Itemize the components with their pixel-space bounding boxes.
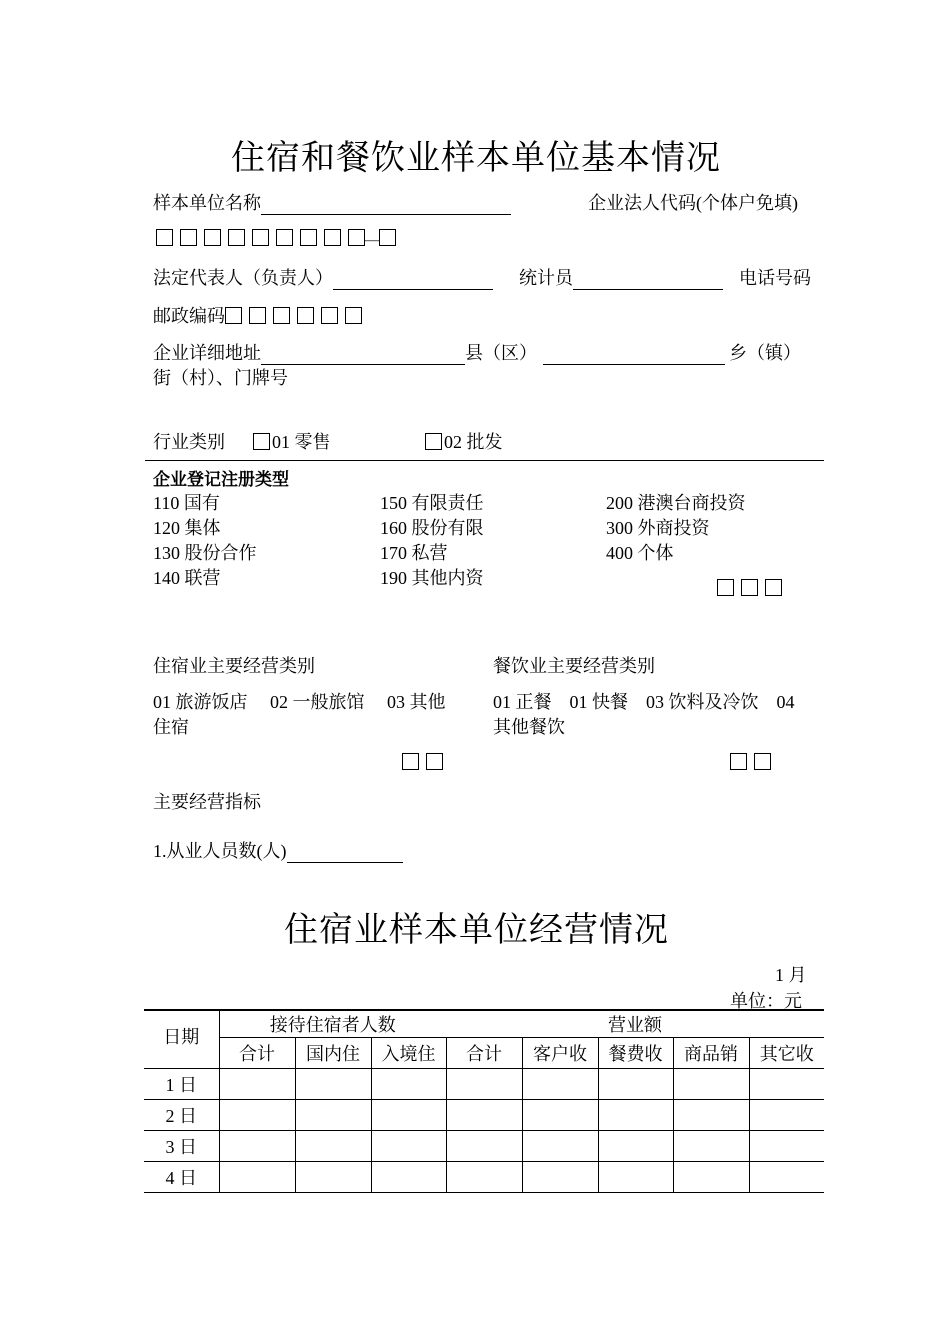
indicators-title: 主要经营指标 — [153, 792, 261, 812]
table-cell[interactable] — [295, 1162, 371, 1193]
subheader-cell: 国内住 — [295, 1038, 371, 1069]
reg-type-item: 130 股份合作 — [153, 543, 257, 563]
unit-name-row — [153, 189, 511, 215]
unit-label: 单位：元 — [730, 991, 802, 1011]
town-label: 乡（镇） — [729, 343, 801, 363]
industry-opt-label: 02 批发 — [444, 432, 503, 452]
table-cell[interactable] — [371, 1069, 446, 1100]
reg-type-item: 300 外商投资 — [606, 518, 710, 538]
table-cell[interactable] — [219, 1131, 295, 1162]
industry-opt-wholesale[interactable] — [425, 428, 503, 454]
row-date: 3 日 — [144, 1131, 219, 1162]
legal-rep-row — [153, 264, 493, 290]
table-cell[interactable] — [371, 1131, 446, 1162]
unit-name-field[interactable] — [261, 196, 511, 215]
reg-box[interactable] — [741, 579, 758, 596]
subheader-cell: 合计 — [446, 1038, 522, 1069]
code-dash: — — [365, 233, 379, 248]
lodging-cat-boxes — [402, 752, 450, 773]
postcode-box[interactable] — [249, 307, 266, 324]
legal-rep-label: 法定代表人（负责人） — [153, 268, 333, 288]
code-box[interactable] — [204, 229, 221, 246]
page-title: 住宿和餐饮业样本单位基本情况 — [231, 140, 721, 177]
lodging-box[interactable] — [402, 753, 419, 770]
reg-type-item: 190 其他内资 — [380, 568, 484, 588]
table-cell[interactable] — [446, 1100, 522, 1131]
checkbox[interactable] — [425, 433, 442, 450]
subheader-cell: 合计 — [219, 1038, 295, 1069]
code-box[interactable] — [252, 229, 269, 246]
table-cell[interactable] — [673, 1162, 749, 1193]
header-guests: 接待住宿者人数 — [219, 1010, 446, 1038]
header-date: 日期 — [144, 1010, 219, 1069]
table-cell[interactable] — [598, 1162, 673, 1193]
reg-type-item: 170 私营 — [380, 543, 448, 563]
employees-field[interactable] — [287, 844, 403, 863]
reg-type-title: 企业登记注册类型 — [153, 470, 289, 490]
catering-cat-boxes — [730, 752, 778, 773]
table-cell[interactable] — [673, 1069, 749, 1100]
reg-type-item: 110 国有 — [153, 493, 220, 513]
catering-cat-title: 餐饮业主要经营类别 — [493, 656, 655, 676]
industry-opt-retail[interactable] — [253, 428, 331, 454]
table-cell[interactable] — [446, 1162, 522, 1193]
lodging-box[interactable] — [426, 753, 443, 770]
divider — [145, 460, 824, 461]
legal-code-boxes — [156, 228, 403, 249]
table-cell[interactable] — [446, 1069, 522, 1100]
table-cell[interactable] — [219, 1162, 295, 1193]
reg-type-item: 200 港澳台商投资 — [606, 493, 746, 513]
subheader-cell: 入境住 — [371, 1038, 446, 1069]
postcode-box[interactable] — [345, 307, 362, 324]
reg-type-item: 140 联营 — [153, 568, 221, 588]
street-label: 街（村）、门牌号 — [153, 368, 288, 388]
legal-rep-field[interactable] — [333, 271, 493, 290]
checkbox[interactable] — [253, 433, 270, 450]
industry-opt-label: 01 零售 — [272, 432, 331, 452]
county-label: 县（区） — [465, 343, 537, 363]
reg-box[interactable] — [717, 579, 734, 596]
table-cell[interactable] — [522, 1069, 598, 1100]
table-row — [144, 1100, 824, 1131]
code-box[interactable] — [228, 229, 245, 246]
code-box[interactable] — [300, 229, 317, 246]
lodging-cat-options-cont: 住宿 — [153, 717, 189, 737]
table-cell[interactable] — [295, 1131, 371, 1162]
row-date: 1 日 — [144, 1069, 219, 1100]
month-label: 1 月 — [775, 965, 807, 985]
phone-label: 电话号码 — [739, 268, 811, 288]
code-check-box[interactable] — [379, 229, 396, 246]
reg-box[interactable] — [765, 579, 782, 596]
subheader-cell: 商品销 — [673, 1038, 749, 1069]
subheader-cell: 餐费收 — [598, 1038, 673, 1069]
code-box[interactable] — [348, 229, 365, 246]
table-cell[interactable] — [673, 1100, 749, 1131]
table-row — [144, 1131, 824, 1162]
table-cell[interactable] — [598, 1100, 673, 1131]
employees-row — [153, 837, 403, 863]
lodging-cat-title: 住宿业主要经营类别 — [153, 656, 315, 676]
reg-type-item: 150 有限责任 — [380, 493, 484, 513]
table-cell[interactable] — [219, 1100, 295, 1131]
catering-box[interactable] — [754, 753, 771, 770]
row-date: 4 日 — [144, 1162, 219, 1193]
subheader-cell: 客户收 — [522, 1038, 598, 1069]
code-box[interactable] — [180, 229, 197, 246]
table-subheader-row — [144, 1038, 824, 1069]
row-date: 2 日 — [144, 1100, 219, 1131]
reg-type-item: 120 集体 — [153, 518, 221, 538]
table-cell[interactable] — [446, 1131, 522, 1162]
table-cell[interactable] — [219, 1069, 295, 1100]
table-cell[interactable] — [673, 1131, 749, 1162]
table-header-row — [144, 1010, 824, 1038]
catering-cat-options: 01 正餐 01 快餐 03 饮料及冷饮 04 — [493, 692, 795, 712]
table-cell[interactable] — [749, 1131, 824, 1162]
postcode-box[interactable] — [273, 307, 290, 324]
legal-code-label: 企业法人代码(个体户免填) — [588, 193, 798, 213]
postcode-box[interactable] — [297, 307, 314, 324]
postcode-label: 邮政编码 — [153, 306, 225, 326]
table-cell[interactable] — [522, 1131, 598, 1162]
reg-type-item: 400 个体 — [606, 543, 674, 563]
reg-type-item: 160 股份有限 — [380, 518, 484, 538]
code-box[interactable] — [276, 229, 293, 246]
ops-title: 住宿业样本单位经营情况 — [284, 912, 669, 949]
address-label: 企业详细地址 — [153, 343, 261, 363]
catering-cat-options-cont: 其他餐饮 — [493, 717, 565, 737]
county-field[interactable] — [543, 346, 725, 365]
statistician-field[interactable] — [573, 271, 723, 290]
code-box[interactable] — [156, 229, 173, 246]
address-row — [153, 339, 801, 365]
statistician-row — [519, 264, 723, 290]
table-cell[interactable] — [749, 1100, 824, 1131]
address-field[interactable] — [261, 346, 465, 365]
table-cell[interactable] — [598, 1069, 673, 1100]
table-cell[interactable] — [371, 1162, 446, 1193]
industry-label: 行业类别 — [153, 432, 225, 452]
table-row — [144, 1069, 824, 1100]
unit-name-label: 样本单位名称 — [153, 193, 261, 213]
postcode-box[interactable] — [225, 307, 242, 324]
ops-table — [144, 1009, 824, 1193]
employees-label: 1.从业人员数(人) — [153, 841, 287, 861]
table-cell[interactable] — [371, 1100, 446, 1131]
table-cell[interactable] — [295, 1069, 371, 1100]
table-row — [144, 1162, 824, 1193]
table-cell[interactable] — [749, 1162, 824, 1193]
header-revenue: 营业额 — [446, 1010, 824, 1038]
catering-box[interactable] — [730, 753, 747, 770]
table-cell[interactable] — [749, 1069, 824, 1100]
table-cell[interactable] — [522, 1100, 598, 1131]
reg-type-boxes — [717, 578, 789, 599]
table-cell[interactable] — [522, 1162, 598, 1193]
lodging-cat-options: 01 旅游饭店 02 一般旅馆 03 其他 — [153, 692, 446, 712]
code-box[interactable] — [324, 229, 341, 246]
table-cell[interactable] — [598, 1131, 673, 1162]
postcode-row — [153, 302, 369, 328]
table-cell[interactable] — [295, 1100, 371, 1131]
subheader-cell: 其它收 — [749, 1038, 824, 1069]
statistician-label: 统计员 — [519, 268, 573, 288]
postcode-box[interactable] — [321, 307, 338, 324]
